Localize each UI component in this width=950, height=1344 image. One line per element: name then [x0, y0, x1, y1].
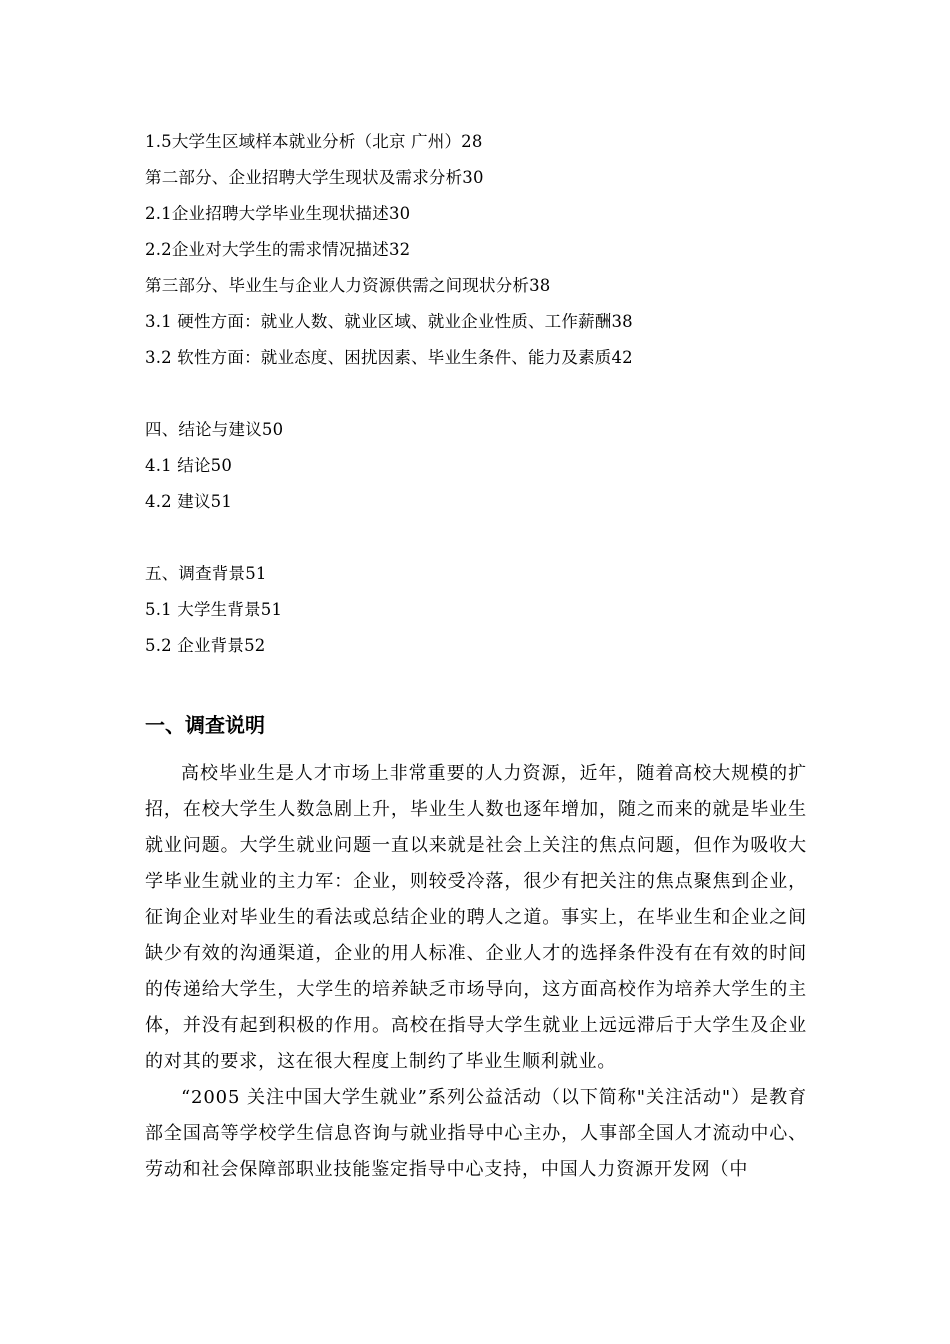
toc-entry: 5.2 企业背景52: [145, 636, 266, 655]
toc-entry: 五、调查背景51: [145, 564, 267, 583]
toc-entry: 3.2 软性方面：就业态度、困扰因素、毕业生条件、能力及素质42: [145, 348, 633, 367]
toc-entry: 2.1企业招聘大学毕业生现状描述30: [145, 204, 411, 223]
toc-entry: 2.2企业对大学生的需求情况描述32: [145, 240, 411, 259]
body-paragraph: “2005 关注中国大学生就业”系列公益活动（以下简称"关注活动"）是教育部全国高等学校学生信息咨询与就业指导中心主办，人事部全国人才流动中心、劳动和社会保障部职业技能鉴定指导中心支持，中国人力资源开发网（中: [145, 1087, 807, 1180]
toc-entry: 1.5大学生区域样本就业分析（北京 广州）28: [145, 132, 483, 151]
toc-entry: 四、结论与建议50: [145, 420, 284, 439]
toc-entry: 第三部分、毕业生与企业人力资源供需之间现状分析38: [145, 276, 551, 295]
toc-entry: 5.1 大学生背景51: [145, 600, 283, 619]
body-paragraph: 高校毕业生是人才市场上非常重要的人力资源，近年，随着高校大规模的扩招，在校大学生人数急剧上升，毕业生人数也逐年增加，随之而来的就是毕业生就业问题。大学生就业问题一直以来就是社会上关注的焦点问题，但作为吸收大学毕业生就业的主力军：企业，则较受冷落，很少有把关注的焦点聚焦到企业，征询企业对毕业生的看法或总结企业的聘人之道。事实上，在毕业生和企业之间缺少有效的沟通渠道，企业的用人标准、企业人才的选择条件没有在有效的时间的传递给大学生，大学生的培养缺乏市场导向，这方面高校作为培养大学生的主体，并没有起到积极的作用。高校在指导大学生就业上远远滞后于大学生及企业的对其的要求，这在很大程度上制约了毕业生顺利就业。: [145, 763, 807, 1072]
section-heading: 一、调查说明: [145, 713, 265, 737]
toc-entry: 4.1 结论50: [145, 456, 233, 475]
toc-entry: 第二部分、企业招聘大学生现状及需求分析30: [145, 168, 484, 187]
toc-spacer: [145, 520, 825, 556]
toc-spacer: [145, 376, 825, 412]
toc-entry: 3.1 硬性方面：就业人数、就业区域、就业企业性质、工作薪酬38: [145, 312, 633, 331]
toc-entry: 4.2 建议51: [145, 492, 233, 511]
table-of-contents: [145, 124, 825, 664]
section-body: [145, 756, 807, 1188]
